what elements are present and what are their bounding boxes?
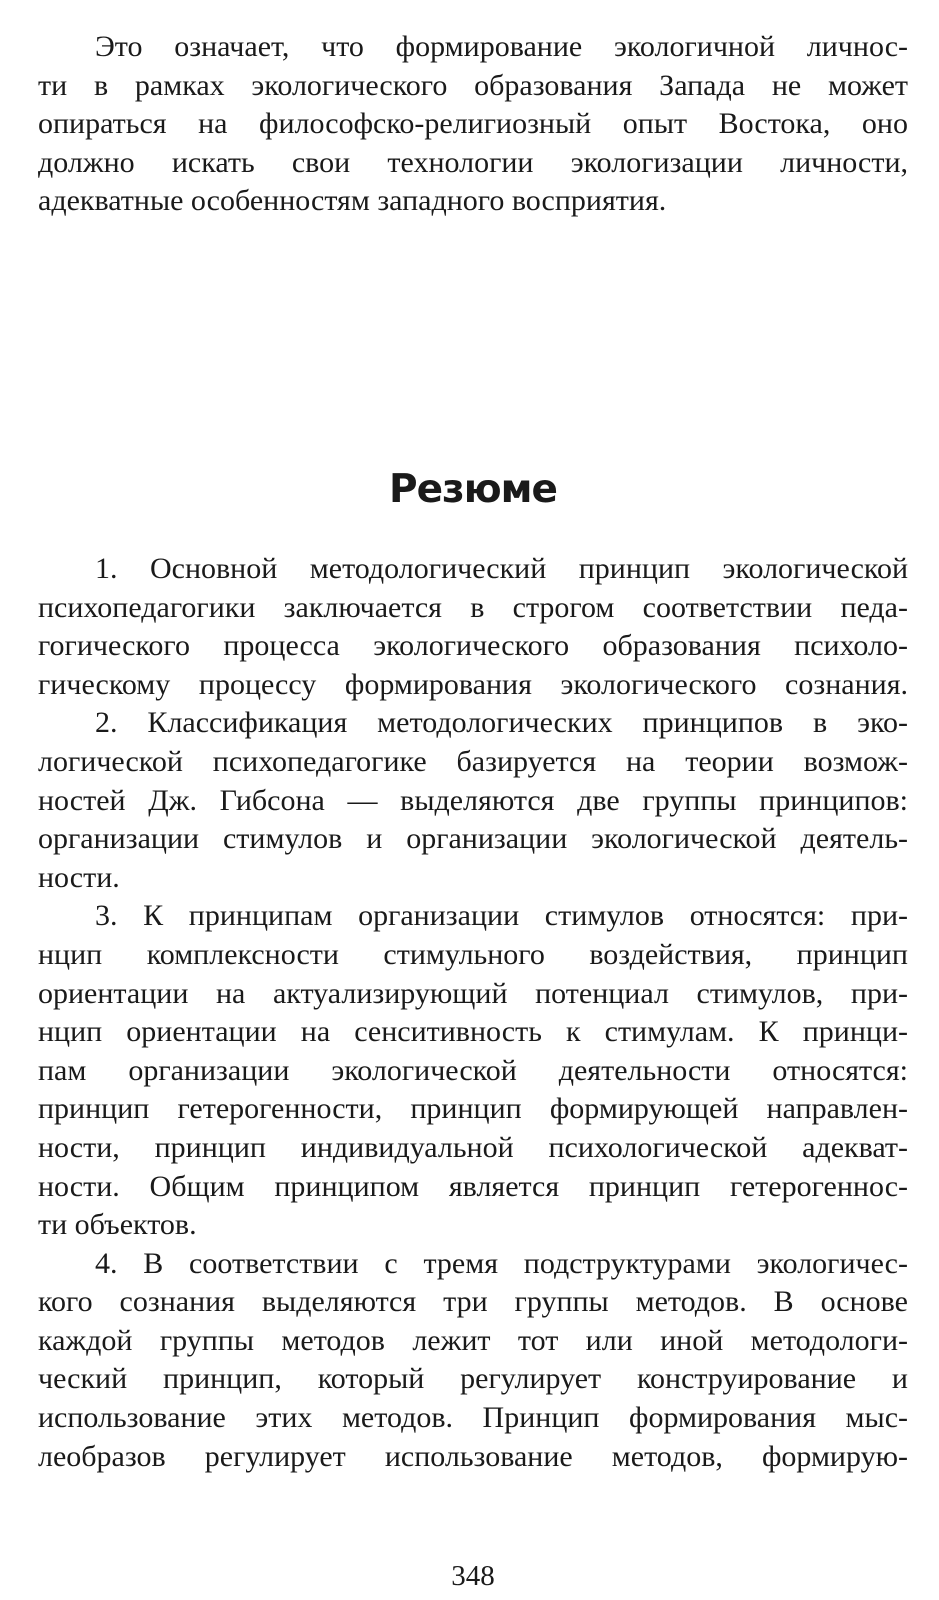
intro-paragraph — [38, 28, 908, 221]
summary-line: гическому процессу формирования экологического сознания. — [38, 667, 908, 701]
intro-line: ти в рамках экологического образования Запада не может — [38, 68, 908, 102]
section-heading: Резюме — [389, 467, 557, 512]
summary-line: ти объектов. — [38, 1208, 197, 1242]
summary-list — [38, 550, 908, 1476]
summary-line: 2. Классификация методологических принципов в эко- — [95, 706, 908, 740]
summary-line: принцип гетерогенности, принцип формирующей направлен- — [38, 1092, 908, 1126]
summary-line: ности. Общим принципом является принцип гетерогеннос- — [38, 1169, 908, 1203]
summary-item-2 — [38, 704, 908, 897]
summary-line: 1. Основной методологический принцип экологической — [95, 552, 908, 585]
summary-line: нцип ориентации на сенситивность к стимулам. К принци- — [38, 1015, 908, 1049]
summary-line: логической психопедагогике базируется на теории возмож- — [38, 744, 908, 778]
summary-line: ческий принцип, который регулирует конструирование и — [38, 1362, 908, 1396]
summary-line: кого сознания выделяются три группы методов. В основе — [38, 1285, 908, 1319]
summary-line: психопедагогики заключается в строгом соответствии педа- — [38, 590, 908, 624]
summary-line: леобразов регулирует использование методов, формирую- — [38, 1439, 908, 1473]
summary-line: 4. В соответствии с тремя подструктурами экологичес- — [95, 1246, 908, 1280]
intro-line: должно искать свои технологии экологизации личности, — [38, 145, 908, 179]
summary-line: каждой группы методов лежит тот или иной методологи- — [38, 1323, 908, 1357]
summary-line: организации стимулов и организации экологической деятель- — [38, 822, 908, 856]
intro-line: опираться на философско-религиозный опыт Востока, оно — [38, 107, 908, 141]
summary-line: ориентации на актуализирующий потенциал стимулов, при- — [38, 976, 908, 1010]
summary-line: нцип комплексности стимульного воздействия, принцип — [38, 937, 908, 971]
summary-item-1 — [38, 550, 908, 704]
summary-line: 3. К принципам организации стимулов относятся: при- — [95, 899, 908, 933]
summary-line: ности. — [38, 860, 120, 894]
summary-line: использование этих методов. Принцип формирования мыс- — [38, 1401, 908, 1435]
summary-line: ностей Дж. Гибсона — выделяются две группы принципов: — [38, 783, 908, 817]
book-page — [38, 28, 908, 1592]
summary-line: пам организации экологической деятельности относятся: — [38, 1053, 908, 1087]
intro-line: адекватные особенностям западного восприятия. — [38, 184, 667, 218]
intro-line: Это означает, что формирование экологичной личнос- — [95, 30, 908, 63]
summary-line: ности, принцип индивидуальной психологической адекват- — [38, 1130, 908, 1164]
page-number: 348 — [451, 1560, 495, 1592]
summary-line: гогического процесса экологического образования психоло- — [38, 629, 908, 663]
summary-item-3 — [38, 897, 908, 1244]
summary-item-4 — [38, 1245, 908, 1477]
